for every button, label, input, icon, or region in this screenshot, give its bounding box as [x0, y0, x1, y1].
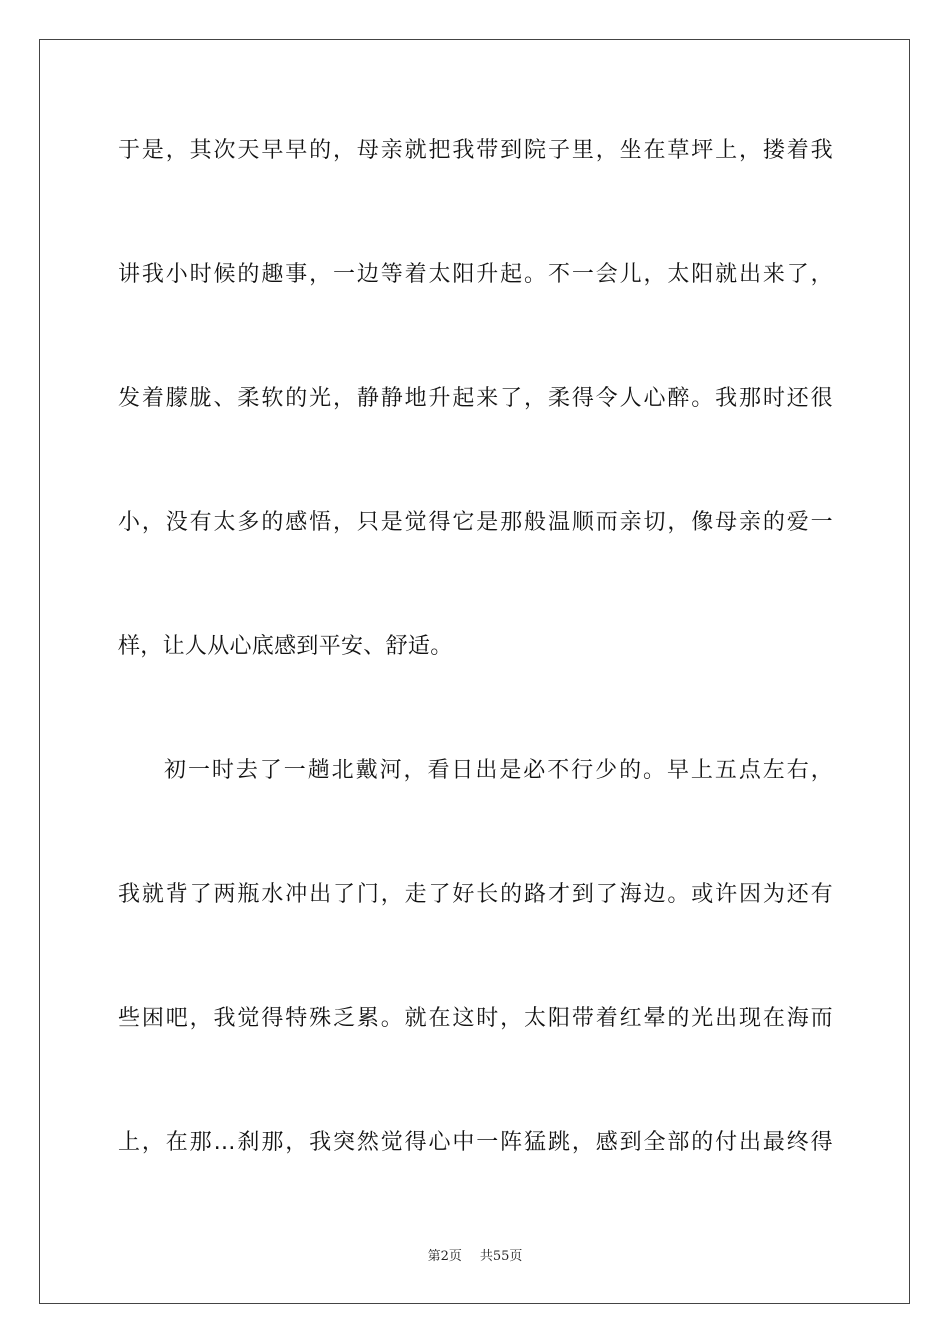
paragraph-line: 于是，其次天早早的，母亲就把我带到院子里，坐在草坪上，搂着我	[118, 138, 833, 163]
paragraph-line: 发着朦胧、柔软的光，静静地升起来了，柔得令人心醉。我那时还很	[118, 386, 833, 411]
page-footer	[0, 1248, 950, 1266]
paragraph-line: 初一时去了一趟北戴河，看日出是必不行少的。早上五点左右，	[164, 758, 833, 783]
paragraph-line: 讲我小时候的趣事，一边等着太阳升起。不一会儿，太阳就出来了，	[118, 262, 833, 287]
page-border	[39, 39, 910, 1304]
page-total: 共55页	[479, 1249, 523, 1264]
paragraph-line: 样，让人从心底感到平安、舒适。	[118, 634, 453, 659]
page-number: 第2页	[427, 1249, 462, 1264]
paragraph-line: 我就背了两瓶水冲出了门，走了好长的路才到了海边。或许因为还有	[118, 882, 833, 907]
paragraph-line: 些困吧，我觉得特殊乏累。就在这时，太阳带着红晕的光出现在海而	[118, 1006, 833, 1031]
paragraph-line: 上，在那…刹那，我突然觉得心中一阵猛跳，感到全部的付出最终得	[118, 1130, 833, 1155]
paragraph-line: 小，没有太多的感悟，只是觉得它是那般温顺而亲切，像母亲的爱一	[118, 510, 833, 535]
